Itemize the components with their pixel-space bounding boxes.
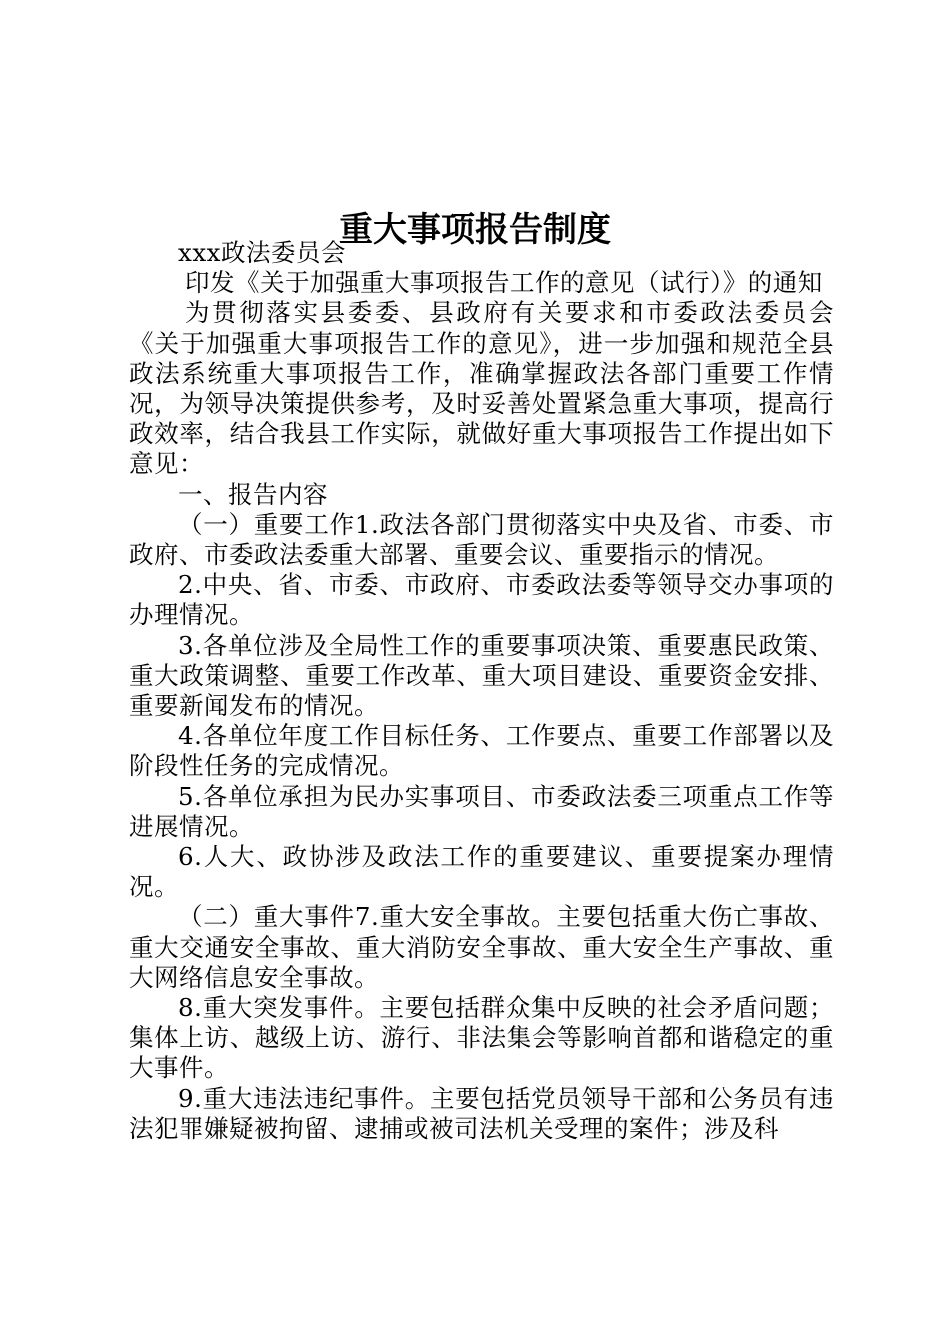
item-2-paragraph: 2.中央、省、市委、市政府、市委政法委等领导交办事项的办理情况。 (129, 570, 834, 630)
item-6-paragraph: 6.人大、政协涉及政法工作的重要建议、重要提案办理情况。 (129, 842, 834, 902)
section-heading-report-content: 一、报告内容 (178, 479, 328, 509)
issuer-line: xxx政法委员会 (178, 238, 346, 267)
document-title: 重大事项报告制度 (339, 209, 611, 250)
intro-paragraph: 为贯彻落实县委委、县政府有关要求和市委政法委员会《关于加强重大事项报告工作的意见》，进一步加强和规范全县政法系统重大事项报告工作，准确掌握政法各部门重要工作情况，为领导决策提供参考，及时妥善处置紧急重大事项，提高行政效率，结合我县工作实际，就做好重大事项报告工作提出如下意见： (129, 298, 834, 479)
item-9-paragraph: 9.重大违法违纪事件。主要包括党员领导干部和公务员有违法犯罪嫌疑被拘留、逮捕或被司法机关受理的案件；涉及科 (129, 1083, 834, 1143)
document-body (129, 238, 834, 1144)
notice-heading: 印发《关于加强重大事项报告工作的意见（试行）》的通知 (185, 268, 823, 298)
item-7-paragraph: （二）重大事件7.重大安全事故。主要包括重大伤亡事故、重大交通安全事故、重大消防安全事故、重大安全生产事故、重大网络信息安全事故。 (129, 902, 834, 992)
item-5-paragraph: 5.各单位承担为民办实事项目、市委政法委三项重点工作等进展情况。 (129, 781, 834, 841)
item-1-paragraph: （一）重要工作1.政法各部门贯彻落实中央及省、市委、市政府、市委政法委重大部署、重要会议、重要指示的情况。 (129, 509, 834, 570)
item-8-paragraph: 8.重大突发事件。主要包括群众集中反映的社会矛盾问题；集体上访、越级上访、游行、非法集会等影响首都和谐稳定的重大事件。 (129, 993, 834, 1083)
item-4-paragraph: 4.各单位年度工作目标任务、工作要点、重要工作部署以及阶段性任务的完成情况。 (129, 721, 834, 781)
item-3-paragraph: 3.各单位涉及全局性工作的重要事项决策、重要惠民政策、重大政策调整、重要工作改革、重大项目建设、重要资金安排、重要新闻发布的情况。 (129, 630, 834, 721)
